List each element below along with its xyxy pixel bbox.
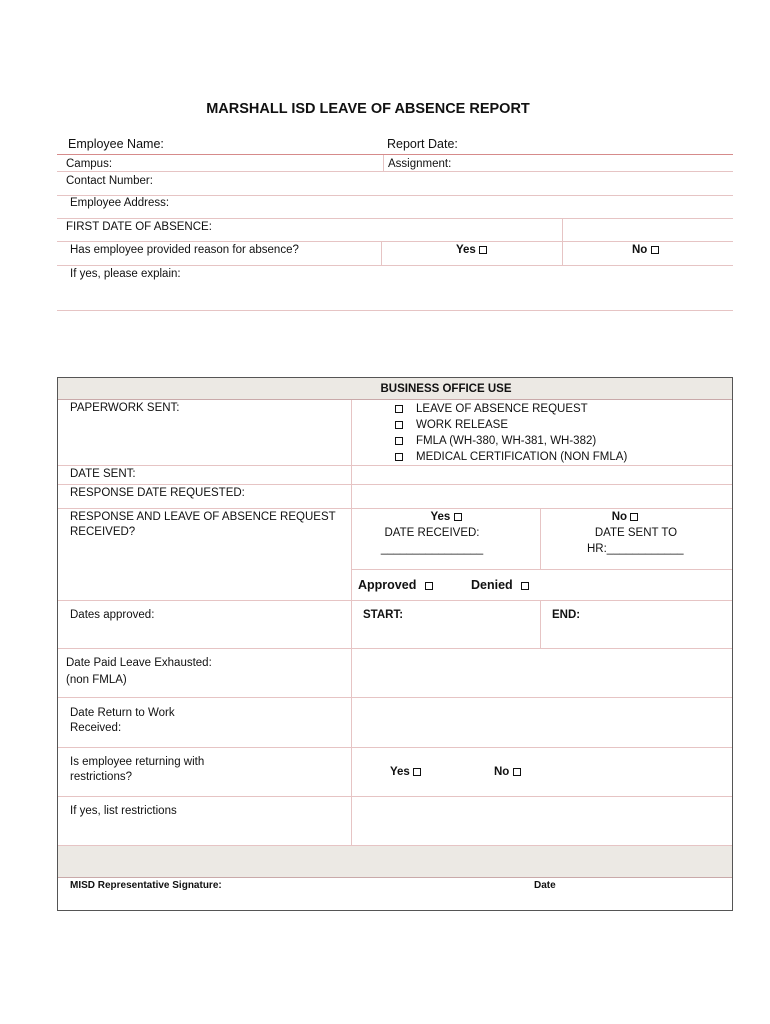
business-office-title: BUSINESS OFFICE USE (380, 383, 512, 395)
divider (383, 155, 384, 171)
reason-yes-label: Yes (456, 244, 476, 256)
restrictions-question-line2: restrictions? (70, 771, 132, 783)
paperwork-option[interactable]: MEDICAL CERTIFICATION (NON FMLA) (395, 449, 627, 465)
received-no-option[interactable] (541, 511, 709, 523)
received-no-label: No (611, 511, 628, 523)
shaded-band (58, 846, 732, 877)
return-to-work-label-line2: Received: (70, 722, 122, 734)
divider (57, 195, 733, 196)
campus-label: Campus: (66, 158, 113, 170)
response-received-label-line1: RESPONSE AND LEAVE OF ABSENCE REQUEST (70, 511, 336, 523)
paperwork-option[interactable]: WORK RELEASE (395, 417, 627, 433)
paperwork-option[interactable]: LEAVE OF ABSENCE REQUEST (395, 401, 627, 417)
restrictions-no-checkbox[interactable] (513, 768, 521, 776)
restrictions-no-option[interactable] (494, 766, 521, 778)
approved-checkbox[interactable] (425, 582, 433, 590)
reason-no-label: No (632, 244, 648, 256)
explain-label: If yes, please explain: (70, 268, 181, 280)
page-title: MARSHALL ISD LEAVE OF ABSENCE REPORT (206, 101, 530, 117)
approved-option[interactable] (358, 578, 433, 592)
divider (58, 648, 732, 649)
report-date-label: Report Date: (387, 137, 458, 151)
checkbox[interactable] (395, 453, 403, 461)
denied-option[interactable] (471, 578, 529, 592)
end-label: END: (552, 609, 581, 621)
divider (57, 218, 733, 219)
received-no-checkbox[interactable] (630, 513, 638, 521)
denied-label: Denied (471, 578, 513, 592)
date-received-label: DATE RECEIVED: (384, 527, 480, 539)
date-received-field[interactable]: ________________ (380, 543, 484, 555)
divider (58, 484, 732, 485)
paid-leave-label-line2: (non FMLA) (66, 674, 127, 686)
list-restrictions-label: If yes, list restrictions (70, 805, 177, 817)
divider (58, 508, 732, 509)
divider (540, 601, 541, 648)
divider (58, 747, 732, 748)
restrictions-yes-option[interactable] (390, 766, 421, 778)
divider (352, 569, 732, 570)
checkbox[interactable] (395, 437, 403, 445)
divider (58, 600, 732, 601)
reason-question-label: Has employee provided reason for absence? (70, 244, 299, 256)
response-date-requested-label: RESPONSE DATE REQUESTED: (70, 487, 245, 499)
employee-address-label: Employee Address: (70, 197, 170, 209)
paperwork-options (395, 401, 627, 465)
restrictions-no-label: No (494, 766, 510, 778)
checkbox[interactable] (395, 421, 403, 429)
received-yes-label: Yes (430, 511, 451, 523)
checkbox[interactable] (395, 405, 403, 413)
date-sent-to-label: DATE SENT TO (594, 527, 678, 539)
reason-yes-checkbox[interactable] (479, 246, 487, 254)
divider (58, 465, 732, 466)
restrictions-yes-checkbox[interactable] (413, 768, 421, 776)
paid-leave-label-line1: Date Paid Leave Exhausted: (66, 657, 212, 669)
dates-approved-label: Dates approved: (70, 609, 155, 621)
response-received-label-line2: RECEIVED? (70, 526, 136, 538)
divider (58, 697, 732, 698)
divider (562, 219, 563, 265)
employee-name-label: Employee Name: (68, 137, 164, 151)
received-yes-checkbox[interactable] (454, 513, 462, 521)
divider (58, 399, 732, 400)
restrictions-question-line1: Is employee returning with (70, 756, 205, 768)
divider (57, 154, 733, 155)
reason-no-checkbox[interactable] (651, 246, 659, 254)
denied-checkbox[interactable] (521, 582, 529, 590)
divider (351, 400, 352, 910)
divider (381, 242, 382, 265)
divider (57, 171, 733, 172)
approved-label: Approved (358, 578, 417, 592)
paperwork-option[interactable]: FMLA (WH-380, WH-381, WH-382) (395, 433, 627, 449)
signature-date-label: Date (534, 880, 556, 891)
reason-no-option[interactable] (632, 244, 659, 256)
first-date-absence-label: FIRST DATE OF ABSENCE: (66, 221, 212, 233)
divider (57, 265, 733, 266)
restrictions-yes-label: Yes (390, 766, 410, 778)
paperwork-sent-label: PAPERWORK SENT: (70, 402, 180, 414)
received-yes-option[interactable] (352, 511, 540, 523)
start-label: START: (363, 609, 404, 621)
return-to-work-label-line1: Date Return to Work (70, 707, 175, 719)
divider (58, 796, 732, 797)
signature-label: MISD Representative Signature: (70, 880, 222, 891)
divider (57, 310, 733, 311)
date-sent-label: DATE SENT: (70, 468, 136, 480)
contact-number-label: Contact Number: (66, 175, 153, 187)
hr-field[interactable]: HR:____________ (587, 543, 684, 555)
divider (57, 241, 733, 242)
assignment-label: Assignment: (388, 158, 452, 170)
reason-yes-option[interactable] (456, 244, 487, 256)
